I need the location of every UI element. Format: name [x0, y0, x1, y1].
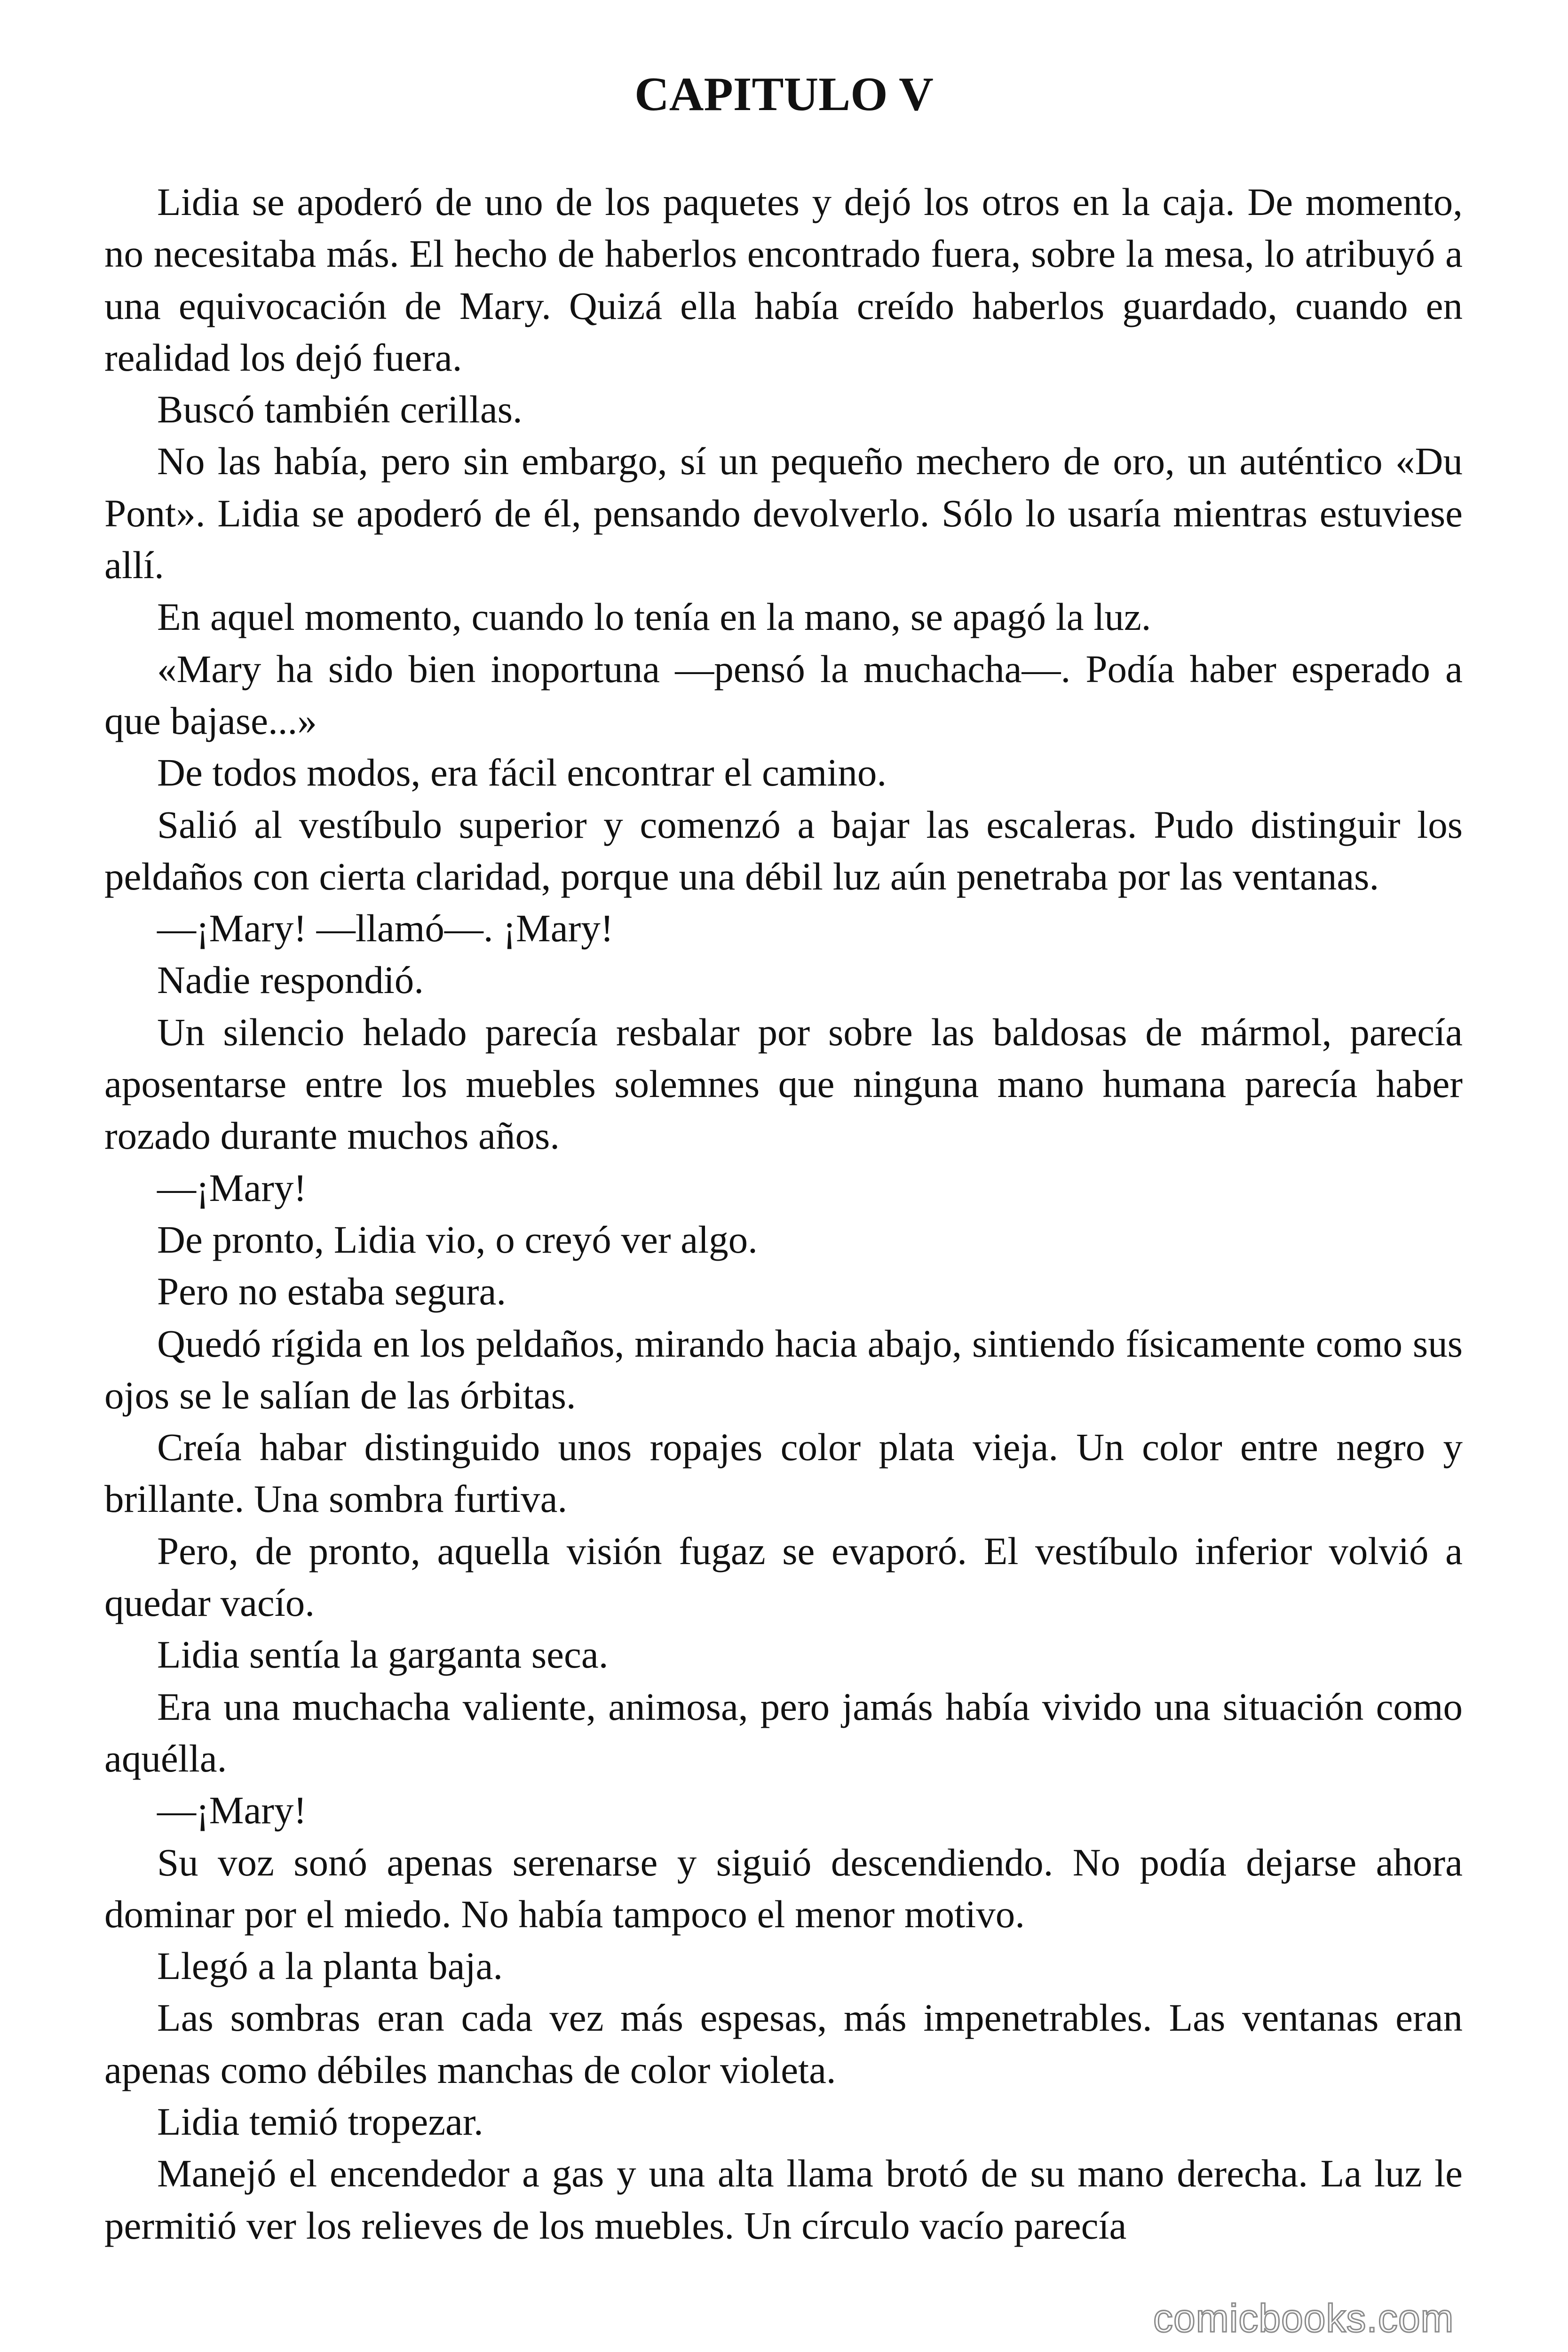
watermark: comicbooks.com: [1153, 2296, 1454, 2340]
paragraph: «Mary ha sido bien inoportuna —pensó la muchacha—. Podía haber esperado a que bajase...»: [104, 647, 1463, 742]
paragraph: Quedó rígida en los peldaños, mirando hacia abajo, sintiendo físicamente como sus ojos se le salían de las órbitas.: [104, 1321, 1463, 1417]
paragraph: Buscó también cerillas.: [157, 388, 523, 431]
paragraph: De todos modos, era fácil encontrar el camino.: [157, 751, 887, 795]
paragraph: —¡Mary!: [157, 1788, 307, 1832]
paragraph: Lidia se apoderó de uno de los paquetes y dejó los otros en la caja. De momento, no necesitaba más. El hecho de haberlos encontrado fuera, sobre la mesa, lo atribuyó a una equivocación de Mary. Quizá ella había creído haberlos guardado, cuando en realidad los dejó fuera.: [104, 180, 1463, 379]
paragraph: Pero, de pronto, aquella visión fugaz se evaporó. El vestíbulo inferior volvió a quedar vacío.: [104, 1529, 1463, 1625]
paragraph: —¡Mary! —llamó—. ¡Mary!: [157, 906, 614, 950]
paragraph: Las sombras eran cada vez más espesas, más impenetrables. Las ventanas eran apenas como débiles manchas de color violeta.: [104, 1996, 1463, 2091]
paragraph: Lidia temió tropezar.: [157, 2099, 483, 2143]
paragraph: —¡Mary!: [157, 1166, 307, 1209]
paragraph: Manejó el encendedor a gas y una alta llama brotó de su mano derecha. La luz le permitió ver los relieves de los muebles. Un círculo vacío parecía: [104, 2152, 1463, 2247]
paragraph: Salió al vestíbulo superior y comenzó a bajar las escaleras. Pudo distinguir los peldaños con cierta claridad, porque una débil luz aún penetraba por las ventanas.: [104, 803, 1463, 898]
paragraph: Nadie respondió.: [157, 958, 424, 1002]
paragraph: En aquel momento, cuando lo tenía en la mano, se apagó la luz.: [157, 595, 1151, 639]
paragraph: Llegó a la planta baja.: [157, 1944, 503, 1988]
paragraph: Su voz sonó apenas serenarse y siguió descendiendo. No podía dejarse ahora dominar por el miedo. No había tampoco el menor motivo.: [104, 1840, 1463, 1936]
paragraph: No las había, pero sin embargo, sí un pequeño mechero de oro, un auténtico «Du Pont». Lidia se apoderó de él, pensando devolverlo. Sólo lo usaría mientras estuviese allí.: [104, 439, 1463, 587]
paragraph: De pronto, Lidia vio, o creyó ver algo.: [157, 1217, 758, 1261]
paragraph: Pero no estaba segura.: [157, 1270, 507, 1313]
paragraph: Era una muchacha valiente, animosa, pero jamás había vivido una situación como aquélla.: [104, 1685, 1463, 1780]
paragraph: Creía habar distinguido unos ropajes color plata vieja. Un color entre negro y brillante. Una sombra furtiva.: [104, 1425, 1463, 1521]
chapter-title: CAPITULO V: [634, 68, 934, 121]
chapter-body: [104, 176, 1463, 2251]
paragraph: Un silencio helado parecía resbalar por sobre las baldosas de mármol, parecía aposentarse entre los muebles solemnes que ninguna mano humana parecía haber rozado durante muchos años.: [104, 1010, 1463, 1158]
paragraph: Lidia sentía la garganta seca.: [157, 1633, 609, 1677]
